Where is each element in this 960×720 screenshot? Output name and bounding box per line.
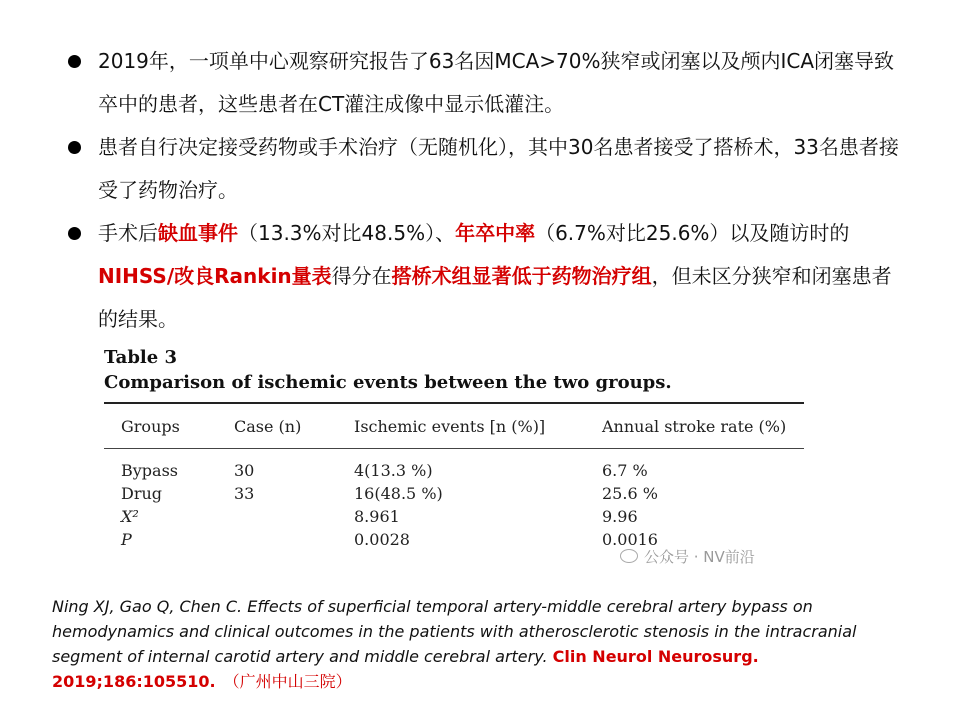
reference-institution: （广州中山三院） [223,672,352,691]
table-number: Table 3 [104,347,178,368]
bullet-item [66,212,906,341]
wechat-icon [620,549,638,563]
bullet-item [66,126,906,212]
header-annual-stroke-rate: Annual stroke rate (%) [602,416,787,436]
table-row [104,505,804,528]
table-caption: Comparison of ischemic events between the two groups. [104,372,672,393]
table-block [104,346,804,551]
header-ischemic-events: Ischemic events [n (%)] [354,416,546,436]
table-row [104,482,804,505]
cell-stroke-rate: 25.6 % [602,484,658,503]
highlight-text: 搭桥术组显著低于药物治疗组 [391,264,652,288]
cell-ischemic: 4(13.3 %) [354,461,433,480]
bullet-item [66,40,906,126]
reference-journal: Clin Neurol Neurosurg. [552,647,759,666]
cell-group: P [121,530,132,549]
watermark-text: 公众号 · NV前沿 [644,548,755,566]
bullet-text: 2019年，一项单中心观察研究报告了63名因MCA>70%狭窄或闭塞以及颅内ICA闭塞导致卒中的患者，这些患者在CT灌注成像中显示低灌注。 [98,49,895,116]
cell-ischemic: 8.961 [354,507,400,526]
header-case: Case (n) [234,416,302,436]
reference-authors-title: Ning XJ, Gao Q, Chen C. Effects of superficial temporal artery-middle cerebral artery bypass on hemodynamics and clinical outcomes in the patients with atherosclerotic stenosis in the intracranial segment of internal carotid artery and middle cerebral artery. [52,597,857,666]
bullet-text: （13.3%对比48.5%）、 [238,221,456,245]
cell-group: Bypass [121,461,178,480]
cell-case [234,528,354,551]
bullet-list [66,40,906,341]
cell-group: Drug [121,484,163,503]
header-groups: Groups [121,416,180,436]
cell-case [234,505,354,528]
cell-ischemic: 16(48.5 %) [354,484,443,503]
highlight-text: NIHSS/改良Rankin量表 [98,264,332,288]
reference-year-volume: 2019;186:105510. [52,672,216,691]
bullet-text: （6.7%对比25.6%）以及随访时的 [535,221,850,245]
bullet-text: ，但未区分狭窄和闭塞患者的结果。 [98,264,892,331]
bullet-text: 得分在 [331,264,392,288]
bullet-dot-icon [68,227,81,240]
cell-case: 33 [234,484,255,503]
table-header-row [104,404,804,448]
highlight-text: 年卒中率 [455,221,536,245]
bullet-dot-icon [68,55,81,68]
highlight-text: 缺血事件 [158,221,238,245]
cell-ischemic: 0.0028 [354,530,410,549]
bullet-text: 手术后 [98,221,158,245]
comparison-table-body [104,449,804,551]
cell-stroke-rate: 0.0016 [602,530,658,549]
cell-case: 30 [234,461,255,480]
bullet-dot-icon [68,141,81,154]
cell-group: X² [121,507,139,526]
watermark [620,546,755,567]
table-row [104,449,804,482]
bullet-text: 患者自行决定接受药物或手术治疗（无随机化），其中30名患者接受了搭桥术，33名患者接受了药物治疗。 [98,135,899,202]
reference-citation [52,594,912,694]
cell-stroke-rate: 9.96 [602,507,638,526]
comparison-table [104,404,804,448]
cell-stroke-rate: 6.7 % [602,461,648,480]
